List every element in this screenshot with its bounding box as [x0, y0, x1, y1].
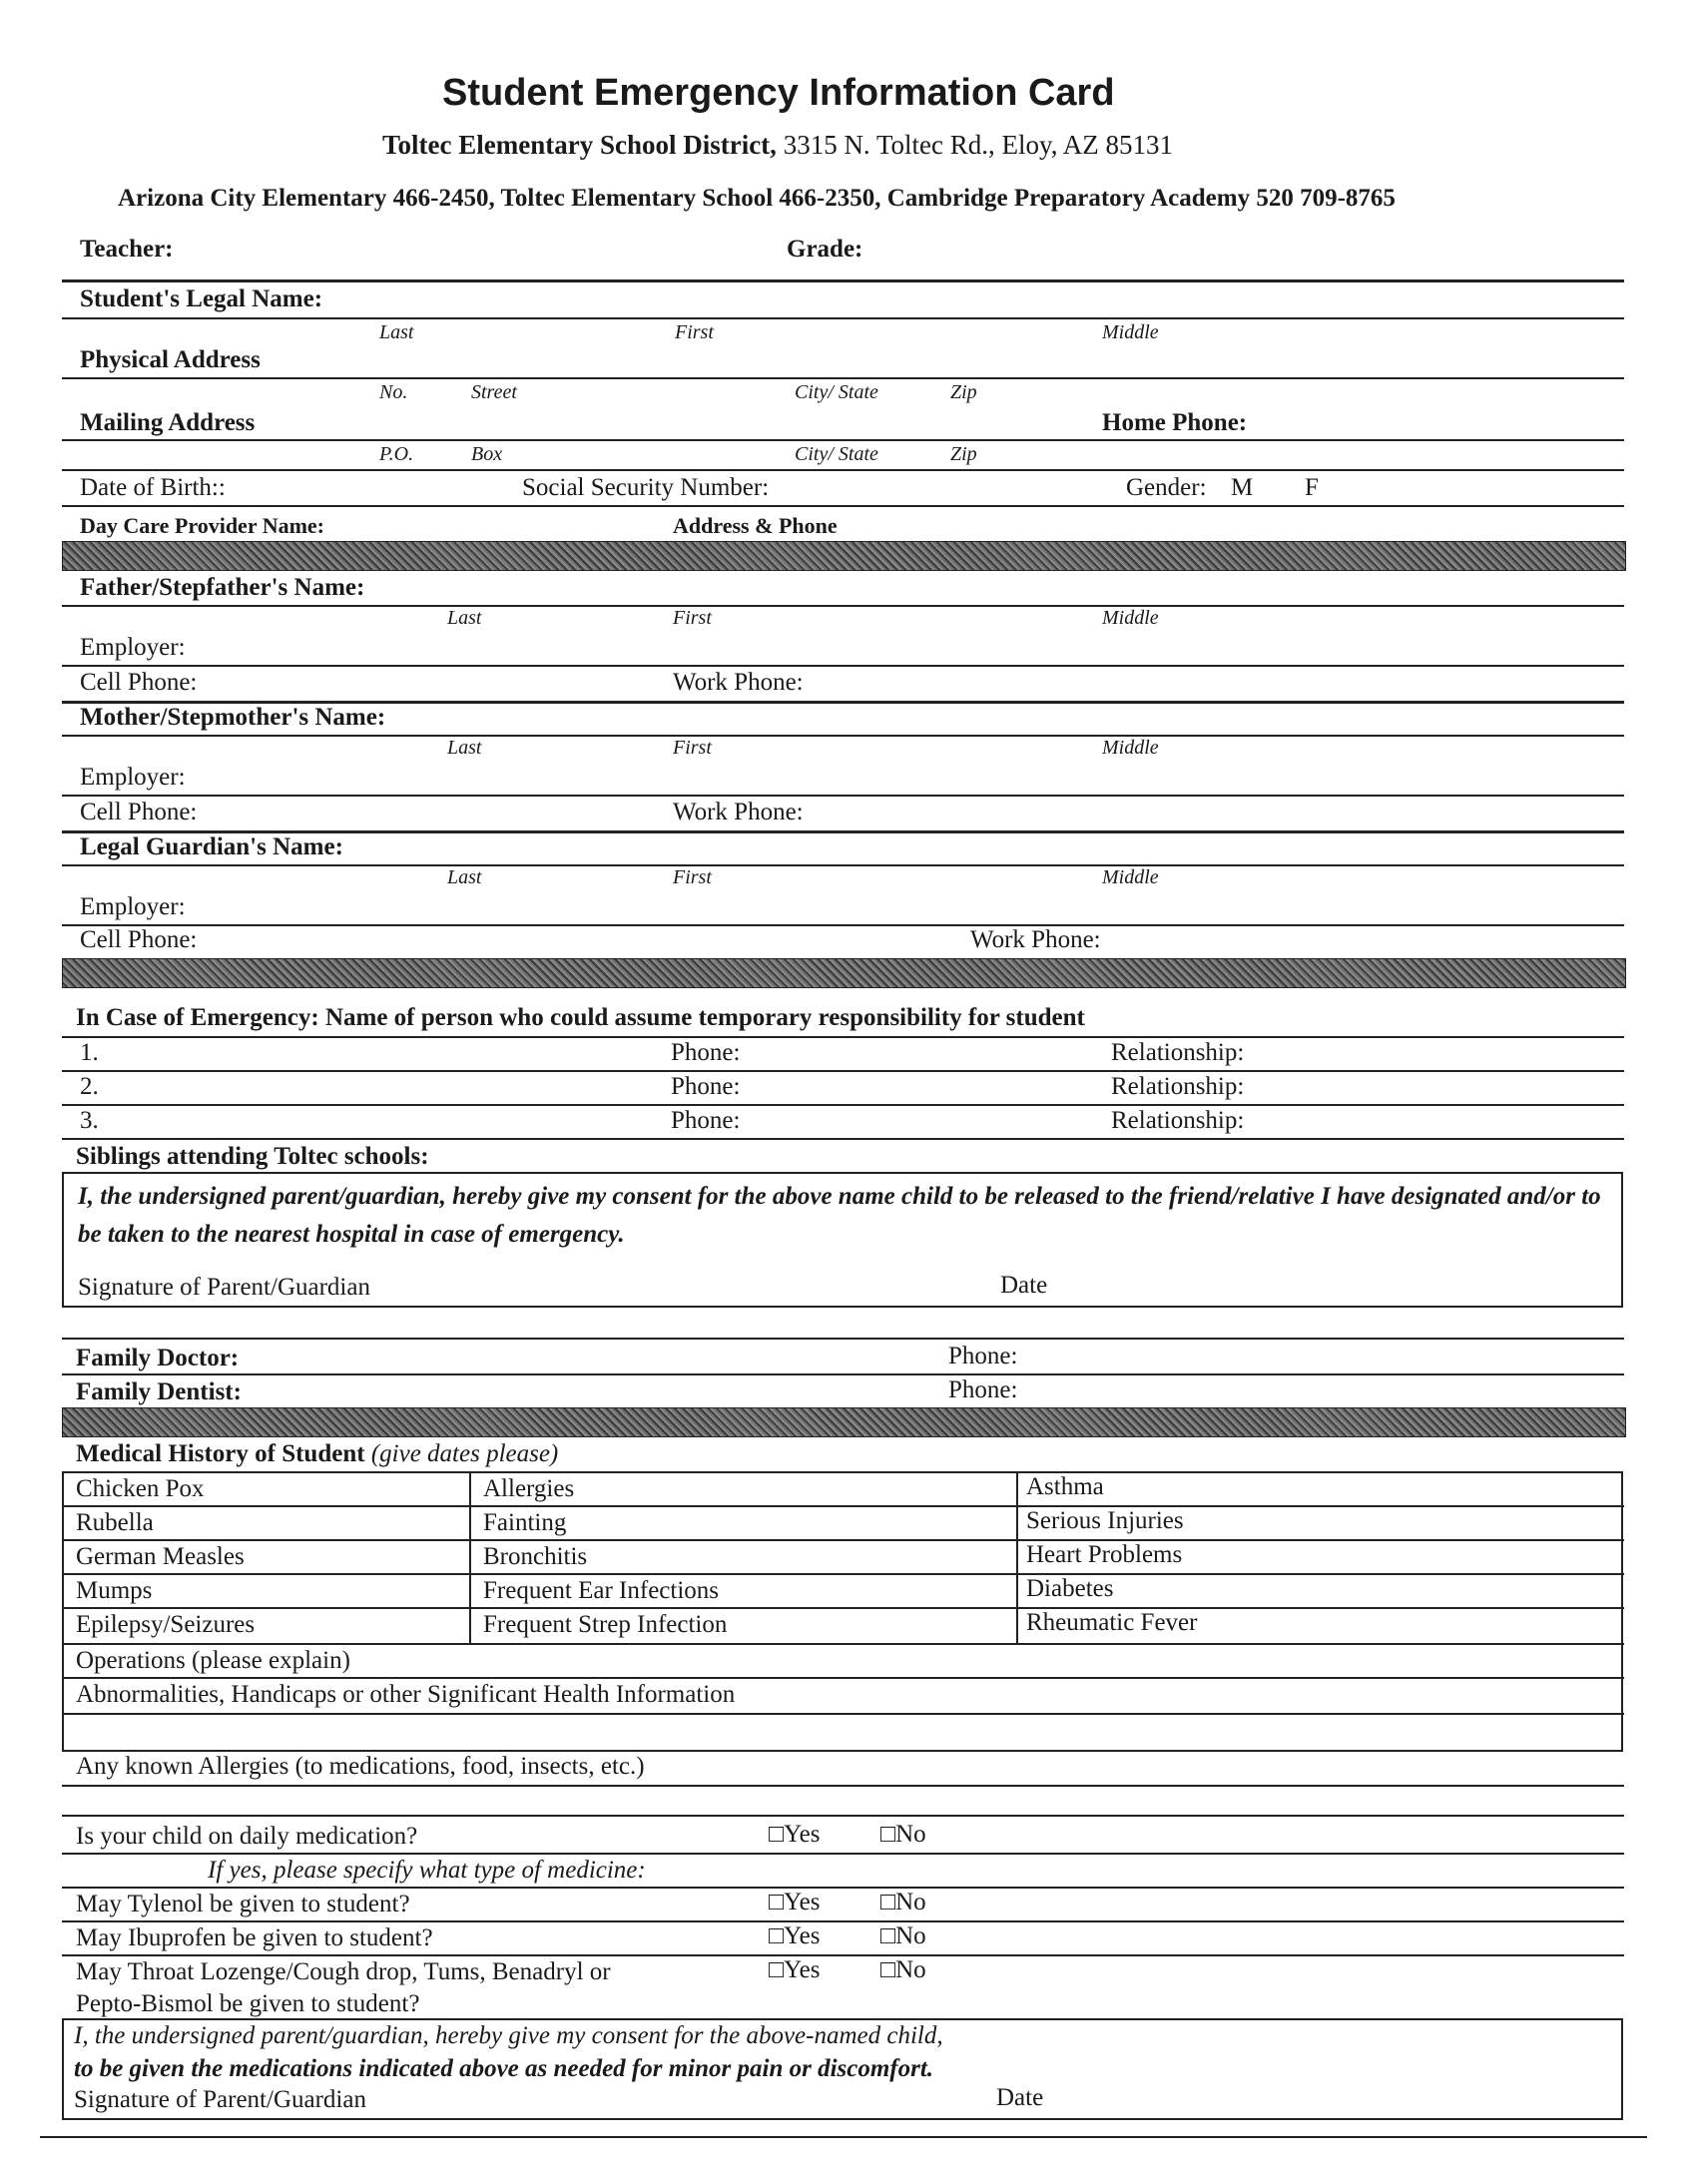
shaded-divider: [62, 1407, 1626, 1437]
father-cell-label: Cell Phone:: [80, 669, 198, 696]
condition-heart-problems[interactable]: Heart Problems: [1026, 1541, 1183, 1568]
divider: [62, 469, 1624, 471]
guardian-label: Legal Guardian's Name:: [80, 833, 343, 860]
emergency-row-3-number: 3.: [80, 1107, 99, 1134]
column-divider: [469, 1471, 471, 1643]
home-phone-label: Home Phone:: [1102, 409, 1248, 436]
doctor-phone-label: Phone:: [948, 1343, 1018, 1369]
tylenol-question: May Tylenol be given to student?: [76, 1891, 410, 1917]
medication-consent-line1: I, the undersigned parent/guardian, hereby give my consent for the above-named child,: [74, 2022, 943, 2049]
lozenge-question-line2: Pepto-Bismol be given to student?: [76, 1990, 420, 2017]
allergies-known-label: Any known Allergies (to medications, food, insects, etc.): [76, 1753, 645, 1780]
divider: [62, 1036, 1624, 1038]
zip-caption: Zip: [950, 381, 977, 403]
po-caption: P.O.: [379, 443, 414, 465]
last-caption: Last: [447, 737, 482, 759]
lozenge-question-line1: May Throat Lozenge/Cough drop, Tums, Benadryl or: [76, 1958, 611, 1985]
medication-consent-box: [62, 2018, 1623, 2120]
physical-address-field[interactable]: [62, 377, 1624, 379]
guardian-employer-field[interactable]: [62, 924, 1624, 926]
emergency-row-2-phone: Phone:: [671, 1073, 741, 1100]
emergency-consent-text: I, the undersigned parent/guardian, hereby give my consent for the above name child to be released to the friend/relative I have designated and/or to be taken to the nearest hospital in case of emergency.: [78, 1183, 1601, 1248]
first-caption: First: [673, 607, 712, 629]
medication-date-label: Date: [996, 2084, 1044, 2111]
mother-field[interactable]: [62, 735, 1624, 737]
last-caption: Last: [447, 607, 482, 629]
emergency-row-3-phone: Phone:: [671, 1107, 741, 1134]
tylenol-no[interactable]: □No: [880, 1889, 926, 1915]
ibuprofen-no[interactable]: □No: [880, 1922, 926, 1949]
condition-serious-injuries[interactable]: Serious Injuries: [1026, 1507, 1184, 1534]
condition-fainting[interactable]: Fainting: [483, 1509, 567, 1536]
box-caption: Box: [471, 443, 503, 465]
gender-f[interactable]: F: [1305, 474, 1319, 501]
mother-employer-field[interactable]: [62, 795, 1624, 797]
legal-name-field[interactable]: [62, 317, 1624, 319]
row-divider: [62, 1677, 1624, 1679]
district-line: [382, 130, 1173, 161]
divider: [62, 279, 1624, 282]
mother-employer-label: Employer:: [80, 764, 186, 791]
middle-caption: Middle: [1102, 866, 1159, 888]
ibuprofen-question: May Ibuprofen be given to student?: [76, 1924, 433, 1951]
guardian-cell-label: Cell Phone:: [80, 926, 198, 953]
medicine-specify-field[interactable]: [62, 1887, 1624, 1889]
condition-rheumatic-fever[interactable]: Rheumatic Fever: [1026, 1609, 1198, 1636]
last-caption: Last: [379, 321, 414, 343]
school-phones: Arizona City Elementary 466-2450, Toltec Elementary School 466-2350, Cambridge Preparatory Academy 520 709-8765: [118, 185, 1396, 212]
gender-label: Gender:: [1126, 474, 1207, 501]
allergies-field[interactable]: [62, 1785, 1624, 1787]
family-doctor-field[interactable]: [62, 1373, 1624, 1375]
first-caption: First: [675, 321, 714, 343]
shaded-divider: [62, 541, 1626, 571]
medical-heading: [76, 1440, 558, 1468]
condition-mumps[interactable]: Mumps: [76, 1577, 153, 1604]
row-divider: [62, 1607, 1624, 1609]
daily-medication-no[interactable]: □No: [880, 1821, 926, 1848]
condition-bronchitis[interactable]: Bronchitis: [483, 1543, 588, 1570]
condition-chicken-pox[interactable]: Chicken Pox: [76, 1475, 205, 1502]
dentist-phone-label: Phone:: [948, 1376, 1018, 1403]
middle-caption: Middle: [1102, 607, 1159, 629]
citystate-caption-2: City/ State: [795, 443, 878, 465]
emergency-row-1-field[interactable]: [62, 1070, 1624, 1072]
grade-label: Grade:: [787, 236, 863, 263]
operations-label[interactable]: Operations (please explain): [76, 1647, 350, 1674]
physical-address-label: Physical Address: [80, 346, 261, 373]
medical-history-table: [62, 1471, 1623, 1752]
middle-caption: Middle: [1102, 321, 1159, 343]
father-field[interactable]: [62, 605, 1624, 607]
father-employer-label: Employer:: [80, 634, 186, 661]
mother-cell-label: Cell Phone:: [80, 799, 198, 825]
emergency-row-1-number: 1.: [80, 1039, 99, 1066]
emergency-row-2-relationship: Relationship:: [1111, 1073, 1245, 1100]
emergency-row-2-field[interactable]: [62, 1104, 1624, 1106]
medication-consent-line2: to be given the medications indicated above as needed for minor pain or discomfort.: [74, 2055, 934, 2082]
mother-label: Mother/Stepmother's Name:: [80, 704, 386, 731]
divider: [62, 1954, 1624, 1956]
condition-epilepsy[interactable]: Epilepsy/Seizures: [76, 1611, 256, 1638]
divider: [62, 1815, 1624, 1817]
divider: [62, 1920, 1624, 1922]
guardian-work-label: Work Phone:: [970, 926, 1101, 953]
emergency-date-label: Date: [1000, 1272, 1048, 1299]
condition-strep-infection[interactable]: Frequent Strep Infection: [483, 1611, 728, 1638]
page-title: Student Emergency Information Card: [442, 72, 1115, 114]
medical-heading-text: Medical History of Student: [76, 1440, 365, 1467]
no-caption: No.: [379, 381, 408, 403]
row-divider: [62, 1573, 1624, 1575]
emergency-row-1-relationship: Relationship:: [1111, 1039, 1245, 1066]
district-name: Toltec Elementary School District,: [382, 130, 777, 160]
medication-signature-label: Signature of Parent/Guardian: [74, 2086, 366, 2113]
emergency-signature-label: Signature of Parent/Guardian: [78, 1274, 370, 1301]
mailing-address-field[interactable]: [62, 439, 1624, 441]
abnormalities-label[interactable]: Abnormalities, Handicaps or other Significant Health Information: [76, 1681, 736, 1708]
family-doctor-label: Family Doctor:: [76, 1345, 240, 1371]
row-divider: [62, 1713, 1624, 1715]
column-divider: [1016, 1471, 1018, 1643]
condition-asthma[interactable]: Asthma: [1026, 1473, 1104, 1500]
last-caption: Last: [447, 866, 482, 888]
mother-work-label: Work Phone:: [673, 799, 804, 825]
district-address: 3315 N. Toltec Rd., Eloy, AZ 85131: [783, 130, 1174, 160]
divider: [62, 1338, 1624, 1340]
father-label: Father/Stepfather's Name:: [80, 574, 365, 601]
father-employer-field[interactable]: [62, 665, 1624, 667]
family-dentist-label: Family Dentist:: [76, 1378, 242, 1405]
siblings-label: Siblings attending Toltec schools:: [76, 1143, 429, 1170]
condition-german-measles[interactable]: German Measles: [76, 1543, 245, 1570]
ibuprofen-yes[interactable]: □Yes: [769, 1922, 821, 1949]
lozenge-no[interactable]: □No: [880, 1956, 926, 1983]
medicine-specify-label: If yes, please specify what type of medicine:: [208, 1857, 646, 1884]
emergency-consent-box: [62, 1172, 1623, 1308]
mailing-address-label: Mailing Address: [80, 409, 256, 436]
medical-heading-note: (give dates please): [370, 1440, 559, 1467]
emergency-row-2-number: 2.: [80, 1073, 99, 1100]
legal-name-label: Student's Legal Name:: [80, 285, 323, 312]
daycare-address-label: Address & Phone: [673, 513, 838, 538]
condition-diabetes[interactable]: Diabetes: [1026, 1575, 1114, 1602]
dob-label: Date of Birth::: [80, 474, 226, 501]
row-divider: [62, 1643, 1624, 1645]
divider: [62, 505, 1624, 507]
guardian-employer-label: Employer:: [80, 893, 186, 920]
ssn-label: Social Security Number:: [522, 474, 770, 501]
middle-caption: Middle: [1102, 737, 1159, 759]
emergency-row-3-relationship: Relationship:: [1111, 1107, 1245, 1134]
lozenge-yes[interactable]: □Yes: [769, 1956, 821, 1983]
zip-caption-2: Zip: [950, 443, 977, 465]
gender-m[interactable]: M: [1231, 474, 1254, 501]
first-caption: First: [673, 866, 712, 888]
guardian-field[interactable]: [62, 864, 1624, 866]
daily-medication-yes[interactable]: □Yes: [769, 1821, 821, 1848]
emergency-heading: In Case of Emergency: Name of person who could assume temporary responsibility for student: [76, 1004, 1085, 1031]
citystate-caption: City/ State: [795, 381, 878, 403]
divider: [62, 1853, 1624, 1855]
condition-rubella[interactable]: Rubella: [76, 1509, 154, 1536]
street-caption: Street: [471, 381, 517, 403]
bottom-rule: [40, 2136, 1647, 2138]
row-divider: [62, 1505, 1624, 1507]
emergency-row-3-field[interactable]: [62, 1138, 1624, 1140]
shaded-divider: [62, 958, 1626, 988]
condition-allergies[interactable]: Allergies: [483, 1475, 575, 1502]
daycare-label: Day Care Provider Name:: [80, 513, 324, 538]
emergency-row-1-phone: Phone:: [671, 1039, 741, 1066]
condition-ear-infections[interactable]: Frequent Ear Infections: [483, 1577, 720, 1604]
first-caption: First: [673, 737, 712, 759]
father-work-label: Work Phone:: [673, 669, 804, 696]
row-divider: [62, 1539, 1624, 1541]
daily-medication-question: Is your child on daily medication?: [76, 1823, 418, 1850]
teacher-label: Teacher:: [80, 236, 174, 263]
tylenol-yes[interactable]: □Yes: [769, 1889, 821, 1915]
